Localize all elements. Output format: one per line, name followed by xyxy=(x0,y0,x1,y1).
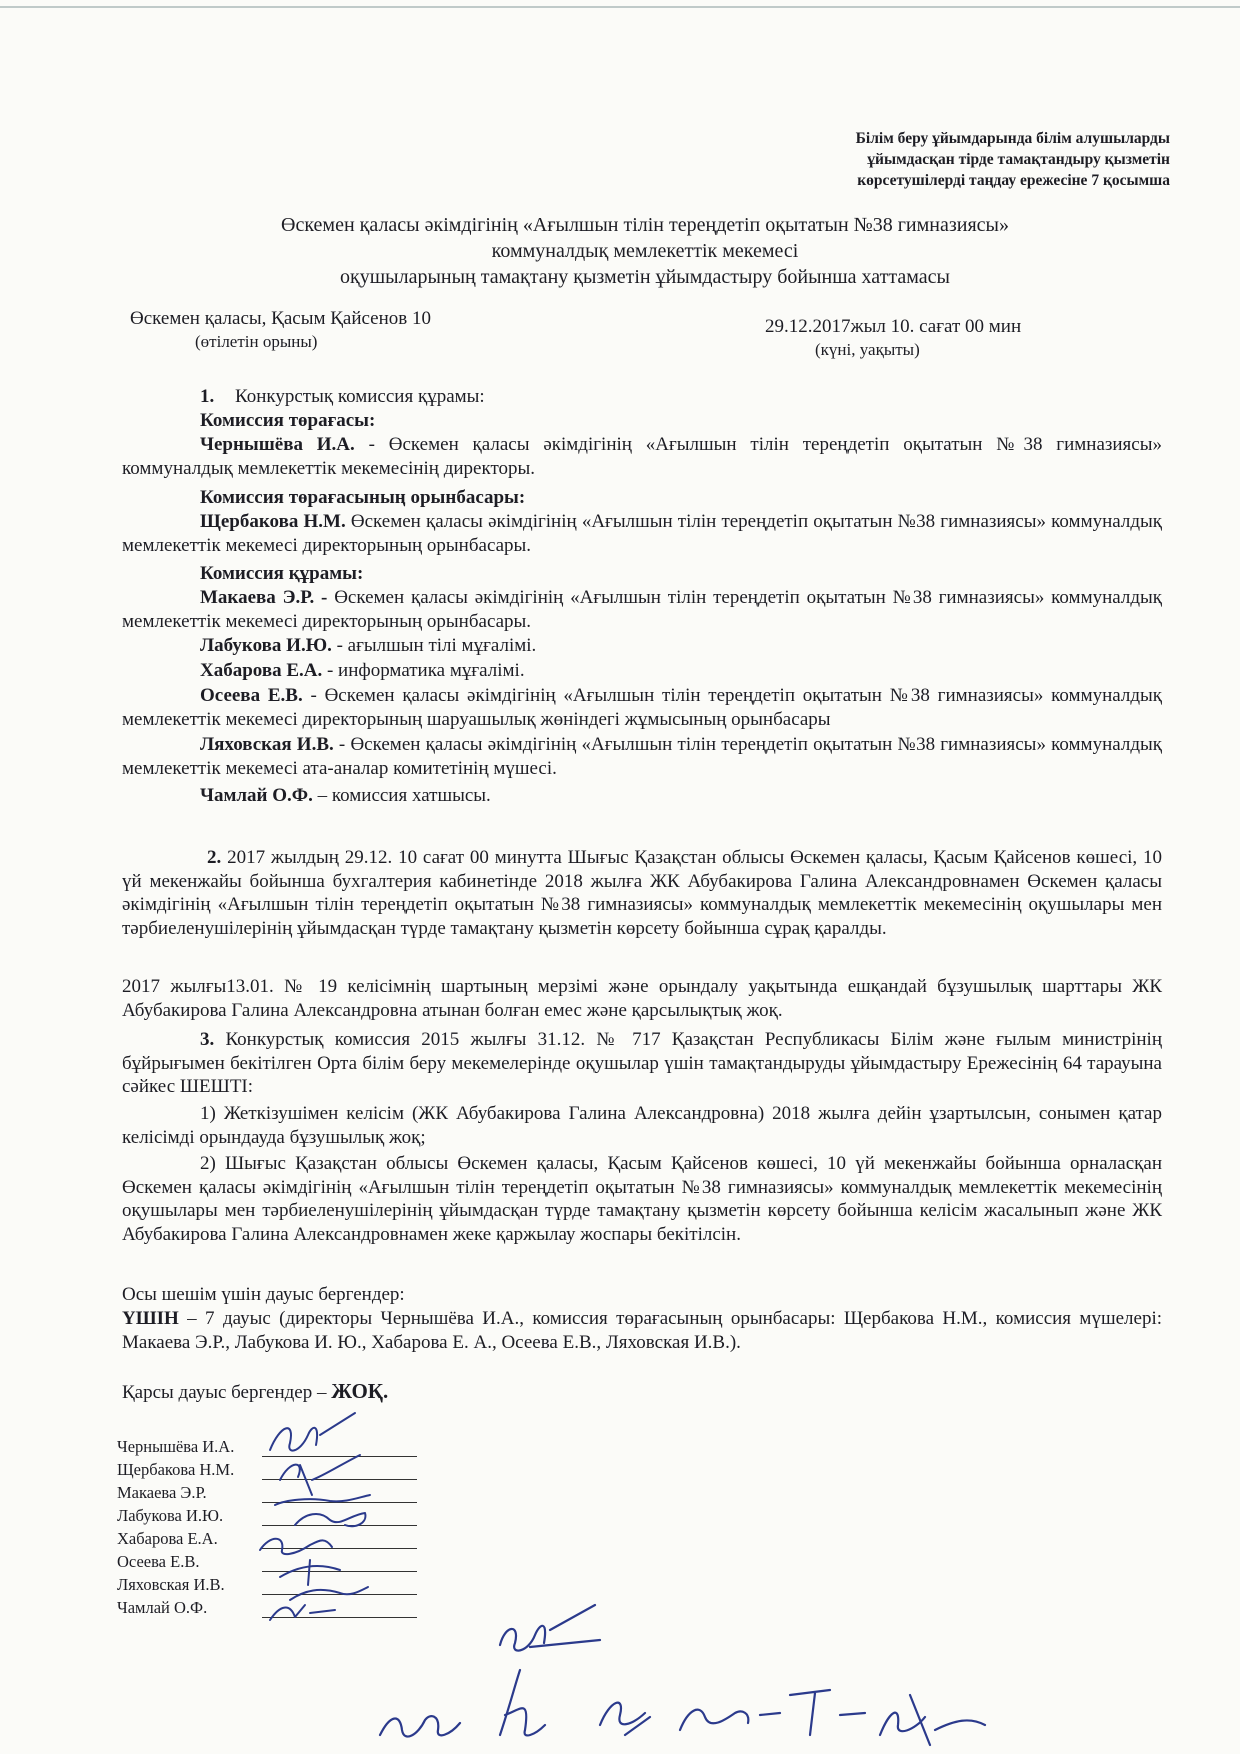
section2-text: 2017 жылдың 29.12. 10 сағат 00 минутта Шығыс Қазақстан облысы Өскемен қаласы, Қасым Қайсенов көшесі, 10 үй мекенжайы бойынша бухгалтерия кабинетінде 2018 жылға ЖК Абубакирова Галина Александровнамен Өскемен қаласы әкімдігінің «Ағылшын тілін тереңдетіп оқытатын №38 гимназиясы» коммуналдық мемлекеттік мекемесінің оқушылары мен тәрбиеленушілерінің ұйымдасқан түрде тамақтану қызметін көрсету бойынша сұрақ қаралды. xyxy=(122,847,1162,939)
meeting-date-label: (күні, уақыты) xyxy=(815,340,920,359)
member-text: Өскемен қаласы әкімдігінің «Ағылшын тілін тереңдетіп оқытатын №38 гимназиясы» коммуналдық мемлекеттік мекемесі директорының орынбасары. xyxy=(122,587,1163,632)
section3-text: Конкурстық комиссия 2015 жылғы 31.12. № 717 Қазақстан Республикасы Білім және ғылым министрінің бұйрығымен бекітілген Орта білім беру мекемелерінде оқушылар үшін тамақтандыруды ұйымдастыру Ережесінің 64 тарауына сәйкес ШЕШТІ: xyxy=(122,1029,1162,1097)
appendix-note xyxy=(750,128,1170,191)
vote-against-value: ЖОҚ. xyxy=(331,1379,389,1403)
member-text: - Өскемен қаласы әкімдігінің «Ағылшын тілін тереңдетіп оқытатын №38 гимназиясы» коммуналдық мемлекеттік мекемесі ата-аналар комитетінің мүшесі. xyxy=(122,734,1162,779)
section1-heading xyxy=(200,385,485,409)
signatory-name: Лабукова И.Ю. xyxy=(117,1506,224,1525)
deputy-paragraph xyxy=(122,510,1162,557)
chair-heading: Комиссия төрағасы: xyxy=(200,410,376,431)
document-title-line: коммуналдық мемлекеттік мекемесі xyxy=(491,240,799,262)
member-paragraph xyxy=(122,586,1162,633)
signatory-name: Чамлай О.Ф. xyxy=(117,1598,208,1617)
section3-number: 3. xyxy=(200,1029,215,1050)
deputy-name: Щербакова Н.М. xyxy=(200,511,346,532)
signatory-name: Щербакова Н.М. xyxy=(117,1460,235,1479)
member-text: - ағылшын тілі мұғалімі. xyxy=(331,635,537,656)
member-name: Хабарова Е.А. xyxy=(200,660,323,681)
decision-item-2: 2) Шығыс Қазақстан облысы Өскемен қаласы, Қасым Қайсенов көшесі, 10 үй мекенжайы бойынша орналасқан Өскемен қаласы әкімдігінің «Ағылшын тілін тереңдетіп оқытатын №38 гимназиясы» коммуналдық мемлекеттік мекемесінің оқушылары мен тәрбиеленушілерінің ұйымдасқан түрде тамақтану қызметін көрсету бойынша келісім жасалынып және ЖК Абубакирова Галина Александровнамен жеке қаржылау жоспары бекітілсін. xyxy=(122,1153,1162,1245)
member-name: Макаева Э.Р. - xyxy=(200,587,335,608)
signatory-name: Осеева Е.В. xyxy=(117,1552,200,1571)
vote-for-paragraph xyxy=(122,1307,1162,1354)
vote-for-text: – 7 дауыс (директоры Чернышёва И.А., комиссия төрағасының орынбасары: Щербакова Н.М., комиссия мүшелері: Макаева Э.Р., Лабукова И. Ю., Хабарова Е. А., Осеева Е.В., Ляховская И.В.). xyxy=(122,1308,1162,1353)
section2-number: 2. xyxy=(207,847,222,868)
deputy-text: Өскемен қаласы әкімдігінің «Ағылшын тілін тереңдетіп оқытатын №38 гимназиясы» коммуналдық мемлекеттік мекемесі директорының орынбасары. xyxy=(122,511,1163,556)
secretary-name: Чамлай О.Ф. xyxy=(200,785,313,806)
chair-paragraph xyxy=(122,433,1162,480)
appendix-line: ұйымдасқан тірде тамақтандыру қызметін xyxy=(867,151,1170,168)
member-name: Осеева Е.В. xyxy=(200,685,303,706)
document-title-line: оқушыларының тамақтану қызметін ұйымдастыру бойынша хаттамасы xyxy=(340,266,950,288)
scan-edge-line xyxy=(0,6,1240,8)
chair-text: - Өскемен қаласы әкімдігінің «Ағылшын тілін тереңдетіп оқытатын №38 гимназиясы» коммуналдық мемлекеттік мекемесінің директоры. xyxy=(122,434,1162,479)
member-text: - Өскемен қаласы әкімдігінің «Ағылшын тілін тереңдетіп оқытатын №38 гимназиясы» коммуналдық мемлекеттік мекемесі директорының шаруашылық жөніндегі жұмысының орынбасары xyxy=(122,685,1163,730)
signatory-name: Хабарова Е.А. xyxy=(117,1529,218,1548)
section2-paragraph-2: 2017 жылғы13.01. № 19 келісімнің шартының мерзімі және орындалу уақытында ешқандай бұзушылық шарттары ЖК Абубакирова Галина Александровна атынан болған емес және қарсылықтық жоқ. xyxy=(122,976,1162,1021)
secretary-line xyxy=(200,784,491,808)
vote-against-line xyxy=(122,1380,1162,1405)
appendix-line: көрсетушілерді таңдау ережесіне 7 қосымша xyxy=(857,172,1170,189)
decision-item-1: 1) Жеткізушімен келісім (ЖК Абубакирова Галина Александровна) 2018 жылға дейін ұзартылсын, сонымен қатар келісімді орындауда бұзушылық жоқ; xyxy=(122,1103,1162,1148)
document-title-line: Өскемен қаласы әкімдігінің «Ағылшын тілін тереңдетіп оқытатын №38 гимназиясы» xyxy=(281,214,1009,236)
member-paragraph xyxy=(122,684,1162,731)
deputy-heading: Комиссия төрағасының орынбасары: xyxy=(200,487,526,508)
vote-heading: Осы шешім үшін дауыс бергендер: xyxy=(122,1284,405,1305)
member-paragraph xyxy=(122,733,1162,780)
meeting-place-label: (өтілетін орыны) xyxy=(195,332,318,351)
appendix-line: Білім беру ұйымдарында білім алушыларды xyxy=(855,130,1170,147)
section1-heading-text: Конкурстық комиссия құрамы: xyxy=(235,386,485,407)
meeting-place: Өскемен қаласы, Қасым Қайсенов 10 xyxy=(130,308,432,329)
chair-name: Чернышёва И.А. xyxy=(200,434,355,455)
bottom-signatures xyxy=(370,1585,1030,1750)
section2-paragraph xyxy=(122,846,1162,940)
ink-strokes xyxy=(260,1413,370,1620)
signatory-name: Ляховская И.В. xyxy=(117,1575,225,1594)
member-paragraph xyxy=(122,634,1162,658)
section1-number: 1. xyxy=(200,386,215,407)
vote-for-label: ҮШІН xyxy=(122,1308,179,1329)
section3-paragraph xyxy=(122,1028,1162,1099)
member-text: - информатика мұғалімі. xyxy=(322,660,525,681)
member-name: Ляховская И.В. xyxy=(200,734,334,755)
members-heading: Комиссия құрамы: xyxy=(200,563,364,584)
secretary-text: – комиссия хатшысы. xyxy=(312,785,491,806)
signatory-name: Макаева Э.Р. xyxy=(117,1483,207,1502)
member-paragraph xyxy=(122,659,1162,683)
member-name: Лабукова И.Ю. xyxy=(200,635,332,656)
vote-against-text: Қарсы дауыс бергендер – xyxy=(122,1382,332,1403)
ink-strokes-bottom xyxy=(380,1605,985,1745)
meeting-date: 29.12.2017жыл 10. сағат 00 мин xyxy=(765,316,1022,337)
signatory-name: Чернышёва И.А. xyxy=(117,1437,235,1456)
